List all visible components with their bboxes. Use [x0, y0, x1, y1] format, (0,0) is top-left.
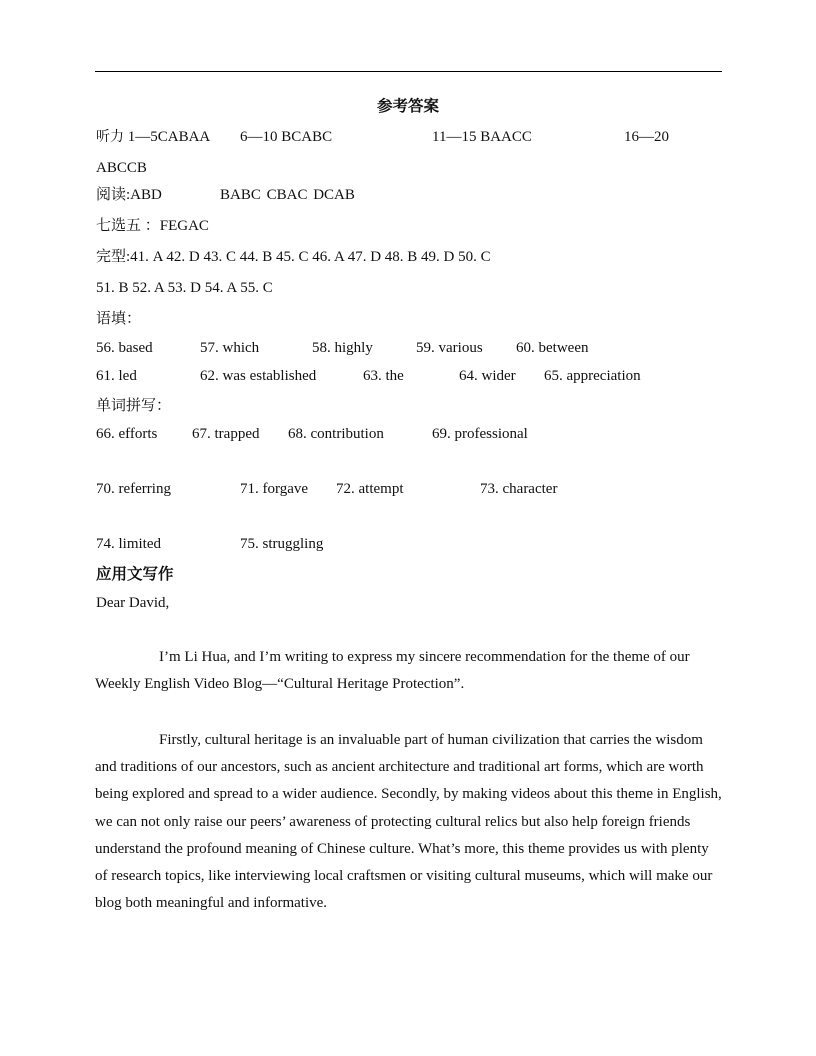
listening-label: 听力 [96, 129, 124, 145]
listening-group-1: 1—5CABAA [127, 129, 211, 145]
listening-group-4-answers: ABCCB [96, 160, 147, 176]
header-rule [95, 71, 722, 72]
word-spelling-item: 75. struggling [240, 536, 324, 552]
grammar-fill-item: 60. between [516, 340, 589, 356]
word-spelling-item: 74. limited [96, 536, 161, 552]
word-spelling-label: 单词拼写： [96, 398, 172, 414]
word-spelling-item: 66. efforts [96, 426, 158, 442]
cloze-line-1: 完型:41. A 42. D 43. C 44. B 45. C 46. A 47. D 48. B 49. D 50. C [96, 249, 491, 265]
word-spelling-item: 71. forgave [240, 481, 309, 497]
grammar-fill-item: 56. based [96, 340, 153, 356]
listening-group-2: 6—10 BCABC [240, 129, 333, 145]
page-title: 参考答案 [376, 98, 439, 115]
reading-label: 阅读:ABD [96, 187, 162, 203]
word-spelling-item: 70. referring [96, 481, 171, 497]
grammar-fill-item: 61. led [96, 368, 137, 384]
writing-heading: 应用文写作 [96, 566, 174, 583]
word-spelling-item: 69. professional [432, 426, 528, 442]
listening-line [96, 127, 210, 147]
grammar-fill-item: 63. the [363, 368, 404, 384]
letter-salutation: Dear David, [96, 595, 170, 611]
word-spelling-item: 68. contribution [288, 426, 384, 442]
cloze-line-2: 51. B 52. A 53. D 54. A 55. C [96, 280, 273, 296]
letter-paragraph-1: I’m Li Hua, and I’m writing to express my sincere recommendation for the theme of our Weekly English Video Blog—“Cultural Heritage Protection”. [95, 649, 690, 693]
seven-choose-five: 七选五 ：FEGAC [96, 218, 209, 234]
grammar-fill-item: 64. wider [459, 368, 516, 384]
reading-answers: BABC CBAC DCAB [220, 187, 355, 203]
grammar-fill-item: 62. was established [200, 368, 317, 384]
listening-group-3: 11—15 BAACC [432, 129, 532, 145]
grammar-fill-item: 59. various [416, 340, 483, 356]
word-spelling-item: 73. character [480, 481, 558, 497]
grammar-fill-item: 58. highly [312, 340, 373, 356]
word-spelling-item: 72. attempt [336, 481, 404, 497]
grammar-fill-item: 65. appreciation [544, 368, 641, 384]
word-spelling-item: 67. trapped [192, 426, 260, 442]
letter-paragraph-2: Firstly, cultural heritage is an invaluable part of human civilization that carries the wisdom and traditions of our ancestors, such as ancient architecture and traditional art forms, which are worth being explored and spread to a wider audience. Secondly, by making videos about this theme in English, we can not only raise our peers’ awareness of protecting cultural relics but also help foreign friends understand the profound meaning of Chinese culture. What’s more, this theme provides us with plenty of research topics, like interviewing local craftsmen or visiting cultural museums, which will make our blog both meaningful and informative. [95, 732, 722, 912]
listening-group-4-range: 16—20 [624, 129, 669, 145]
grammar-fill-label: 语填： [96, 311, 142, 327]
grammar-fill-item: 57. which [200, 340, 260, 356]
